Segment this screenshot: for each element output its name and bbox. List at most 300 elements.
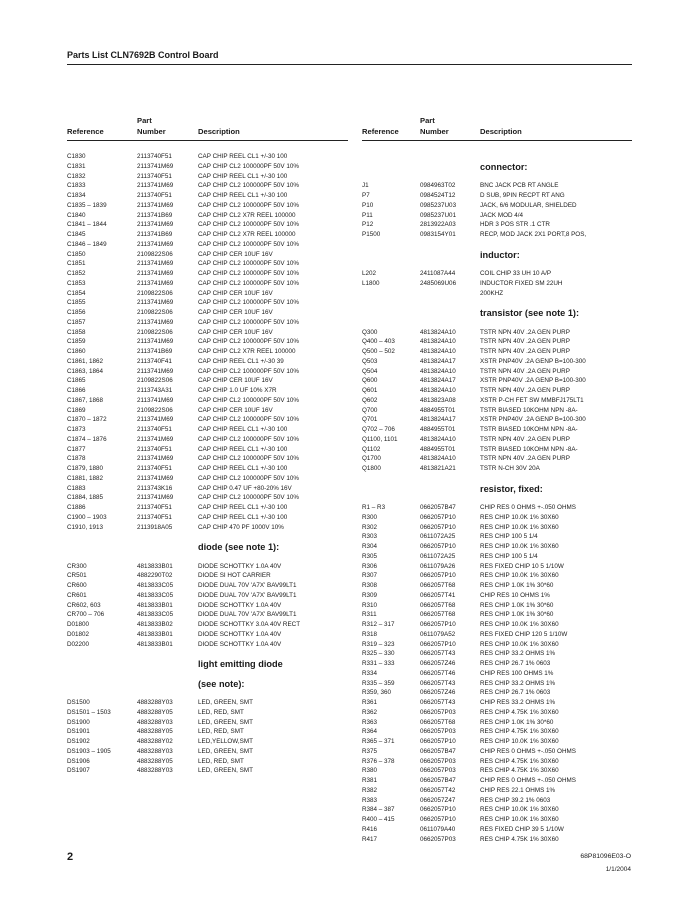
part-number: 2113741M69 xyxy=(137,435,174,443)
right-header-reference: Reference xyxy=(362,127,399,136)
row-spacer xyxy=(362,493,637,503)
left-header-rule xyxy=(67,140,348,141)
part-row xyxy=(67,425,352,435)
part-row xyxy=(362,796,637,806)
part-description: CAP CHIP CL2 X7R REEL 100000 xyxy=(198,231,296,238)
part-reference: Q1700 xyxy=(362,455,381,463)
part-row xyxy=(67,367,352,377)
part-description: RES CHIP 4.75K 1% 30X60 xyxy=(480,708,559,716)
part-reference: Q500 – 502 xyxy=(362,348,395,355)
part-description: CHIP RES 0 OHMS +-.050 OHMS xyxy=(480,777,576,784)
row-spacer xyxy=(362,172,637,182)
part-reference: D01802 xyxy=(67,630,90,638)
part-row xyxy=(362,406,637,416)
part-description: CAP CHIP CL2 X7R REEL 100000 xyxy=(198,211,296,219)
part-reference: R308 xyxy=(362,582,378,589)
part-reference: Q701 xyxy=(362,416,378,424)
part-description: RES CHIP 33.2 OHMS 1% xyxy=(480,679,556,687)
part-reference: R300 xyxy=(362,513,378,521)
part-description: DIODE SCHOTTKY 3.0A 40V RECT xyxy=(198,621,301,628)
section-heading-text: connector: xyxy=(480,161,528,172)
part-number: 2113741M69 xyxy=(137,367,174,375)
part-row xyxy=(362,337,637,347)
part-number: 0662057T68 xyxy=(420,611,456,619)
part-description: RES CHIP 26.7 1% 0603 xyxy=(480,689,551,697)
part-number: 4813824A17 xyxy=(420,357,456,365)
part-description: CAP CHIP CL2 100000PF 50V 10% xyxy=(198,260,299,268)
part-number: 0662057P10 xyxy=(420,621,456,628)
part-number: 0662057T68 xyxy=(420,718,456,726)
part-description: CHIP RES 0 OHMS +-.050 OHMS xyxy=(480,504,576,511)
part-row xyxy=(362,562,637,572)
row-spacer xyxy=(67,552,352,562)
part-number: 0662057B47 xyxy=(420,777,456,784)
part-number: 4813833C05 xyxy=(137,591,174,599)
part-number: 4883288Y03 xyxy=(137,699,173,706)
part-row xyxy=(362,386,637,396)
part-description: XSTR PNP40V .2A GENP B=100-300 xyxy=(480,416,586,424)
part-description: CAP CHIP REEL CL1 +/-30 100 xyxy=(198,172,288,180)
part-number: 2113741M69 xyxy=(137,494,174,502)
part-number: 0983154Y01 xyxy=(420,231,456,238)
part-row xyxy=(67,201,352,211)
part-number: 0662057P03 xyxy=(420,728,456,736)
part-row xyxy=(362,571,637,581)
part-number: 2113741M69 xyxy=(137,474,174,482)
part-reference: R318 xyxy=(362,630,378,638)
part-number: 2113740F41 xyxy=(137,357,172,365)
part-number: 4813824A10 xyxy=(420,435,456,443)
part-reference: J1 xyxy=(362,182,369,190)
part-description: JACK MOD 4/4 xyxy=(480,211,524,219)
part-description: RES CHIP 100 5 1/4 xyxy=(480,533,538,541)
part-reference: C1877 xyxy=(67,445,86,453)
section-heading xyxy=(362,484,637,494)
part-row xyxy=(67,386,352,396)
part-number: 2113743A31 xyxy=(137,387,173,394)
part-number: 2485069U06 xyxy=(420,279,457,287)
part-description: TSTR BIASED 10KOHM NPN -8A- xyxy=(480,406,578,414)
part-row xyxy=(362,396,637,406)
part-description: CAP CHIP CL2 100000PF 50V 10% xyxy=(198,367,299,375)
part-row xyxy=(362,649,637,659)
part-description: D SUB, 9PIN RECPT RT ANG xyxy=(480,192,565,199)
part-reference: C1861, 1862 xyxy=(67,357,104,365)
part-description: CAP CHIP CL2 100000PF 50V 10% xyxy=(198,221,299,229)
part-row xyxy=(362,552,637,562)
part-description: DIODE SCHOTTKY 1.0A 40V xyxy=(198,630,282,638)
part-reference: DS1901 xyxy=(67,728,90,736)
part-number: 2113741M69 xyxy=(137,260,174,268)
page-number: 2 xyxy=(67,851,74,863)
part-description: CAP CHIP 0.47 UF +80-20% 16V xyxy=(198,484,292,492)
part-row xyxy=(67,640,352,650)
part-description: RES CHIP 10.0K 1% 30X60 xyxy=(480,640,559,648)
part-number: 2113741M69 xyxy=(137,338,174,346)
part-number: 4813833C05 xyxy=(137,611,174,619)
part-reference: R305 xyxy=(362,552,378,560)
part-description: RES CHIP 10.0K 1% 30X60 xyxy=(480,738,559,745)
part-description: CHIP RES 100 OHMS 1% xyxy=(480,669,554,677)
part-row xyxy=(67,766,352,776)
part-row xyxy=(362,698,637,708)
part-description: CAP CHIP CL2 100000PF 50V 10% xyxy=(198,455,299,463)
left-header-description: Description xyxy=(198,127,240,136)
part-row xyxy=(362,805,637,815)
part-number: 0662057P03 xyxy=(420,757,456,765)
part-reference: R302 xyxy=(362,523,378,531)
part-description: CAP CHIP CL2 100000PF 50V 10% xyxy=(198,416,299,424)
part-description: CAP CHIP CL2 100000PF 50V 10% xyxy=(198,494,299,502)
row-spacer xyxy=(362,259,637,269)
part-row xyxy=(67,152,352,162)
part-description: HDR 3 POS STR .1 CTR xyxy=(480,221,550,229)
part-description: RES CHIP 26.7 1% 0603 xyxy=(480,660,551,667)
part-description: CAP CHIP CL2 100000PF 50V 10% xyxy=(198,338,299,346)
part-number: 4813824A17 xyxy=(420,416,456,424)
part-number: 4813833B02 xyxy=(137,621,173,628)
part-reference: R365 – 371 xyxy=(362,738,395,745)
part-number: 2109822S06 xyxy=(137,250,173,258)
part-number: 4813823A08 xyxy=(420,396,456,404)
part-reference: C1878 xyxy=(67,455,86,463)
part-reference: R325 – 330 xyxy=(362,650,395,658)
left-header-part: Part xyxy=(137,116,152,125)
part-row xyxy=(67,601,352,611)
part-number: 2411087A44 xyxy=(420,270,456,277)
part-reference: Q504 xyxy=(362,367,378,375)
part-row xyxy=(67,415,352,425)
part-number: 0985237U03 xyxy=(420,201,457,209)
part-description: CAP CHIP REEL CL1 +/-30 100 xyxy=(198,192,288,199)
part-row xyxy=(362,191,637,201)
part-number: 2113741M69 xyxy=(137,279,174,287)
part-number: 2113741M69 xyxy=(137,182,174,190)
part-number: 2113741B69 xyxy=(137,348,173,355)
part-description: TSTR NPN 40V .2A GEN PURP xyxy=(480,328,570,336)
part-reference: R400 – 415 xyxy=(362,816,395,823)
part-row xyxy=(67,191,352,201)
part-number: 0662057B47 xyxy=(420,747,456,755)
part-reference: C1910, 1913 xyxy=(67,523,104,531)
part-number: 0662057P10 xyxy=(420,543,456,550)
part-row xyxy=(67,269,352,279)
part-number: 4813824A10 xyxy=(420,348,456,355)
part-number: 0662057T68 xyxy=(420,582,456,589)
part-description: RES CHIP 4.75K 1% 30X60 xyxy=(480,728,559,736)
part-description: RES CHIP 10.0K 1% 30X60 xyxy=(480,543,559,550)
part-reference: C1863, 1864 xyxy=(67,367,104,375)
part-number: 2113740F51 xyxy=(137,192,172,199)
part-reference: C1831 xyxy=(67,162,86,170)
part-description: RES CHIP 1.0K 1% 30*60 xyxy=(480,601,554,609)
part-row xyxy=(362,376,637,386)
part-description: TSTR NPN 40V .2A GEN PURP xyxy=(480,348,570,355)
part-row xyxy=(362,815,637,825)
part-number: 0611072A25 xyxy=(420,533,456,541)
part-description: BNC JACK PCB RT ANGLE xyxy=(480,182,559,190)
part-row xyxy=(67,337,352,347)
part-description: DIODE SCHOTTKY 1.0A 40V xyxy=(198,601,282,609)
part-description: CAP CHIP CL2 100000PF 50V 10% xyxy=(198,474,299,482)
part-reference: R334 xyxy=(362,669,378,677)
part-reference: R381 xyxy=(362,777,378,784)
part-description: CAP CHIP REEL CL1 +/-30 39 xyxy=(198,357,284,365)
part-description: CAP CHIP REEL CL1 +/-30 100 xyxy=(198,426,288,433)
document-id: 68P81096E03-O xyxy=(580,853,631,860)
part-row xyxy=(362,630,637,640)
part-row xyxy=(67,493,352,503)
part-row xyxy=(362,601,637,611)
part-number: 2113740F51 xyxy=(137,172,172,180)
part-description: RES CHIP 10.0K 1% 30X60 xyxy=(480,523,559,531)
part-row xyxy=(362,669,637,679)
part-row xyxy=(67,708,352,718)
part-description: CAP CHIP CL2 100000PF 50V 10% xyxy=(198,435,299,443)
part-description: RES CHIP 4.75K 1% 30X60 xyxy=(480,835,559,843)
part-reference: P10 xyxy=(362,201,374,209)
part-reference: R382 xyxy=(362,786,378,794)
part-reference: C1855 xyxy=(67,299,86,307)
section-heading xyxy=(362,308,637,318)
part-number: 2113741M69 xyxy=(137,455,174,463)
part-description: RES CHIP 10.0K 1% 30X60 xyxy=(480,621,559,628)
part-row xyxy=(67,581,352,591)
section-heading xyxy=(67,659,352,669)
left-parts-list xyxy=(67,152,352,776)
part-reference: Q700 xyxy=(362,406,378,414)
part-row xyxy=(67,562,352,572)
part-number: 0662057T68 xyxy=(420,601,456,609)
part-reference: C1865 xyxy=(67,377,86,385)
row-spacer xyxy=(362,318,637,328)
part-number: 2113740F51 xyxy=(137,513,172,521)
part-reference: C1830 xyxy=(67,153,86,160)
part-row xyxy=(362,435,637,445)
part-row xyxy=(67,464,352,474)
part-number: 2113741M69 xyxy=(137,396,174,404)
part-number: 0662057T42 xyxy=(420,786,456,794)
section-heading-text: diode (see note 1): xyxy=(198,542,280,552)
part-reference: DS1902 xyxy=(67,738,90,745)
part-row xyxy=(362,454,637,464)
part-reference: R383 xyxy=(362,796,378,804)
part-row xyxy=(362,610,637,620)
part-reference: CR700 – 706 xyxy=(67,611,105,619)
part-row xyxy=(362,211,637,221)
part-description: TSTR NPN 40V .2A GEN PURP xyxy=(480,435,570,443)
part-reference: R307 xyxy=(362,572,378,580)
part-number: 0662057T46 xyxy=(420,669,456,677)
part-reference: DS1501 – 1503 xyxy=(67,708,111,716)
part-row xyxy=(67,220,352,230)
part-description: CHIP RES 22.1 OHMS 1% xyxy=(480,786,556,794)
part-description: CHIP RES 10 OHMS 1% xyxy=(480,591,550,599)
part-number: 2113741M69 xyxy=(137,162,174,170)
part-row xyxy=(67,162,352,172)
part-number: 0662057T41 xyxy=(420,591,456,599)
part-number: 2113741M69 xyxy=(137,318,174,326)
part-number: 2113741M69 xyxy=(137,221,174,229)
part-description: CAP CHIP REEL CL1 +/-30 100 xyxy=(198,513,288,521)
part-row xyxy=(67,474,352,484)
part-reference: C1883 xyxy=(67,484,86,492)
part-number: 4813824A10 xyxy=(420,387,456,394)
part-description: LED, RED, SMT xyxy=(198,757,244,765)
part-number: 4813824A10 xyxy=(420,455,456,463)
row-spacer xyxy=(362,298,637,308)
part-description: DIODE DUAL 70V 'A7X' BAV99LT1 xyxy=(198,611,297,619)
part-number: 0984963T02 xyxy=(420,182,456,190)
part-description: CAP CHIP CL2 X7R REEL 100000 xyxy=(198,348,296,355)
part-number: 2113740F51 xyxy=(137,445,172,453)
section-heading xyxy=(362,162,637,172)
part-reference: C1859 xyxy=(67,338,86,346)
part-description: CAP CHIP REEL CL1 +/-30 100 xyxy=(198,445,288,453)
part-number: 0985237U01 xyxy=(420,211,457,219)
part-description: CAP CHIP CL2 100000PF 50V 10% xyxy=(198,182,299,190)
part-row xyxy=(67,240,352,250)
part-description: RES CHIP 100 5 1/4 xyxy=(480,552,538,560)
part-row xyxy=(67,250,352,260)
part-description: TSTR BIASED 10KOHM NPN -8A- xyxy=(480,445,578,453)
part-number: 0662057P03 xyxy=(420,767,456,775)
part-row xyxy=(67,454,352,464)
part-description: CAP CHIP REEL CL1 +/-30 100 xyxy=(198,504,288,511)
part-description: TSTR NPN 40V .2A GEN PURP xyxy=(480,387,570,394)
part-row xyxy=(67,484,352,494)
part-row xyxy=(67,396,352,406)
part-description: DIODE DUAL 70V 'A7X' BAV99LT1 xyxy=(198,591,297,599)
right-header-part: Part xyxy=(420,116,435,125)
part-row xyxy=(362,679,637,689)
section-heading xyxy=(67,542,352,552)
part-row xyxy=(67,620,352,630)
part-row xyxy=(362,201,637,211)
part-reference: R375 xyxy=(362,747,378,755)
part-number: 0662057Z46 xyxy=(420,660,456,667)
part-number: 0662057T43 xyxy=(420,650,456,658)
row-spacer xyxy=(362,474,637,484)
part-row xyxy=(362,688,637,698)
part-number: 4813833B01 xyxy=(137,601,173,609)
left-header-number: Number xyxy=(137,127,166,136)
part-reference: C1900 – 1903 xyxy=(67,513,107,521)
part-reference: DS1900 xyxy=(67,718,90,726)
part-description: LED,YELLOW,SMT xyxy=(198,738,253,745)
part-number: 0662057P10 xyxy=(420,513,456,521)
part-reference: C1834 xyxy=(67,192,86,199)
part-row xyxy=(362,328,637,338)
part-row xyxy=(362,591,637,601)
part-description: RES CHIP 4.75K 1% 30X60 xyxy=(480,767,559,775)
part-description: RES FIXED CHIP 120 5 1/10W xyxy=(480,630,568,638)
part-number: 2113740F51 xyxy=(137,153,172,160)
part-number: 0662057P10 xyxy=(420,738,456,745)
part-reference: L202 xyxy=(362,270,377,277)
part-row xyxy=(67,727,352,737)
part-reference: C1858 xyxy=(67,328,86,336)
part-number: 4813833C05 xyxy=(137,582,174,589)
part-number: 0662057P10 xyxy=(420,816,456,823)
part-description: CAP CHIP CL2 100000PF 50V 10% xyxy=(198,318,299,326)
part-reference: C1860 xyxy=(67,348,86,355)
part-reference: C1857 xyxy=(67,318,86,326)
part-description: TSTR N-CH 30V 20A xyxy=(480,465,540,472)
part-number: 2109822S06 xyxy=(137,289,173,297)
part-description: RES CHIP 33.2 OHMS 1% xyxy=(480,650,556,658)
part-description: INDUCTOR FIXED SM 22UH xyxy=(480,279,563,287)
part-description: LED, RED, SMT xyxy=(198,708,244,716)
part-reference: C1841 – 1844 xyxy=(67,221,107,229)
part-description: LED, GREEN, SMT xyxy=(198,718,253,726)
row-spacer xyxy=(67,532,352,542)
part-reference: C1879, 1880 xyxy=(67,465,104,472)
part-reference: R335 – 359 xyxy=(362,679,395,687)
part-description: RECP, MOD JACK 2X1 PORT,8 POS, xyxy=(480,231,587,238)
part-reference: CR501 xyxy=(67,572,87,580)
part-number: 4882290T02 xyxy=(137,572,173,580)
part-reference: R384 – 387 xyxy=(362,806,395,814)
right-header-number: Number xyxy=(420,127,449,136)
part-description: CAP CHIP CER 10UF 16V xyxy=(198,250,273,258)
part-reference: C1850 xyxy=(67,250,86,258)
part-reference: P11 xyxy=(362,211,373,219)
part-reference: Q602 xyxy=(362,396,378,404)
part-row xyxy=(362,425,637,435)
part-row xyxy=(362,542,637,552)
part-reference: C1874 – 1876 xyxy=(67,435,107,443)
part-row xyxy=(67,630,352,640)
part-number: 2113740F51 xyxy=(137,504,172,511)
part-reference: R311 xyxy=(362,611,377,619)
part-reference: Q1102 xyxy=(362,445,381,453)
part-reference: R310 xyxy=(362,601,378,609)
part-row xyxy=(362,464,637,474)
part-row xyxy=(362,445,637,455)
part-description: JACK, 6/6 MODULAR, SHIELDED xyxy=(480,201,577,209)
part-description: XSTR P-CH FET SW MMBFJ175LT1 xyxy=(480,396,584,404)
part-row xyxy=(67,279,352,289)
part-reference: CR600 xyxy=(67,582,87,589)
part-number: 0662057P10 xyxy=(420,572,456,580)
part-number: 4813824A10 xyxy=(420,328,456,336)
part-number: 0662057T43 xyxy=(420,699,456,706)
part-description: DIODE SCHOTTKY 1.0A 40V xyxy=(198,640,282,648)
row-spacer xyxy=(67,649,352,659)
top-rule xyxy=(67,64,632,65)
part-reference: C1851 xyxy=(67,260,86,268)
part-description: CAP CHIP CL2 100000PF 50V 10% xyxy=(198,299,299,307)
right-header-rule xyxy=(362,140,632,141)
part-row xyxy=(362,279,637,289)
part-number: 0662057P10 xyxy=(420,806,456,814)
part-description: CAP CHIP CER 10UF 16V xyxy=(198,406,273,414)
part-reference: R361 xyxy=(362,699,378,706)
part-number: 0662057P03 xyxy=(420,708,456,716)
part-description: CAP CHIP CER 10UF 16V xyxy=(198,289,273,297)
section-heading xyxy=(362,250,637,260)
part-number: 4883288Y03 xyxy=(137,767,173,775)
part-number: 2113918A05 xyxy=(137,523,173,531)
part-number: 2109822S06 xyxy=(137,309,173,316)
row-spacer xyxy=(67,688,352,698)
part-description: CHIP RES 0 OHMS +-.050 OHMS xyxy=(480,747,576,755)
part-description: CAP CHIP CER 10UF 16V xyxy=(198,377,273,385)
part-row xyxy=(362,220,637,230)
part-row xyxy=(67,435,352,445)
part-row xyxy=(67,289,352,299)
